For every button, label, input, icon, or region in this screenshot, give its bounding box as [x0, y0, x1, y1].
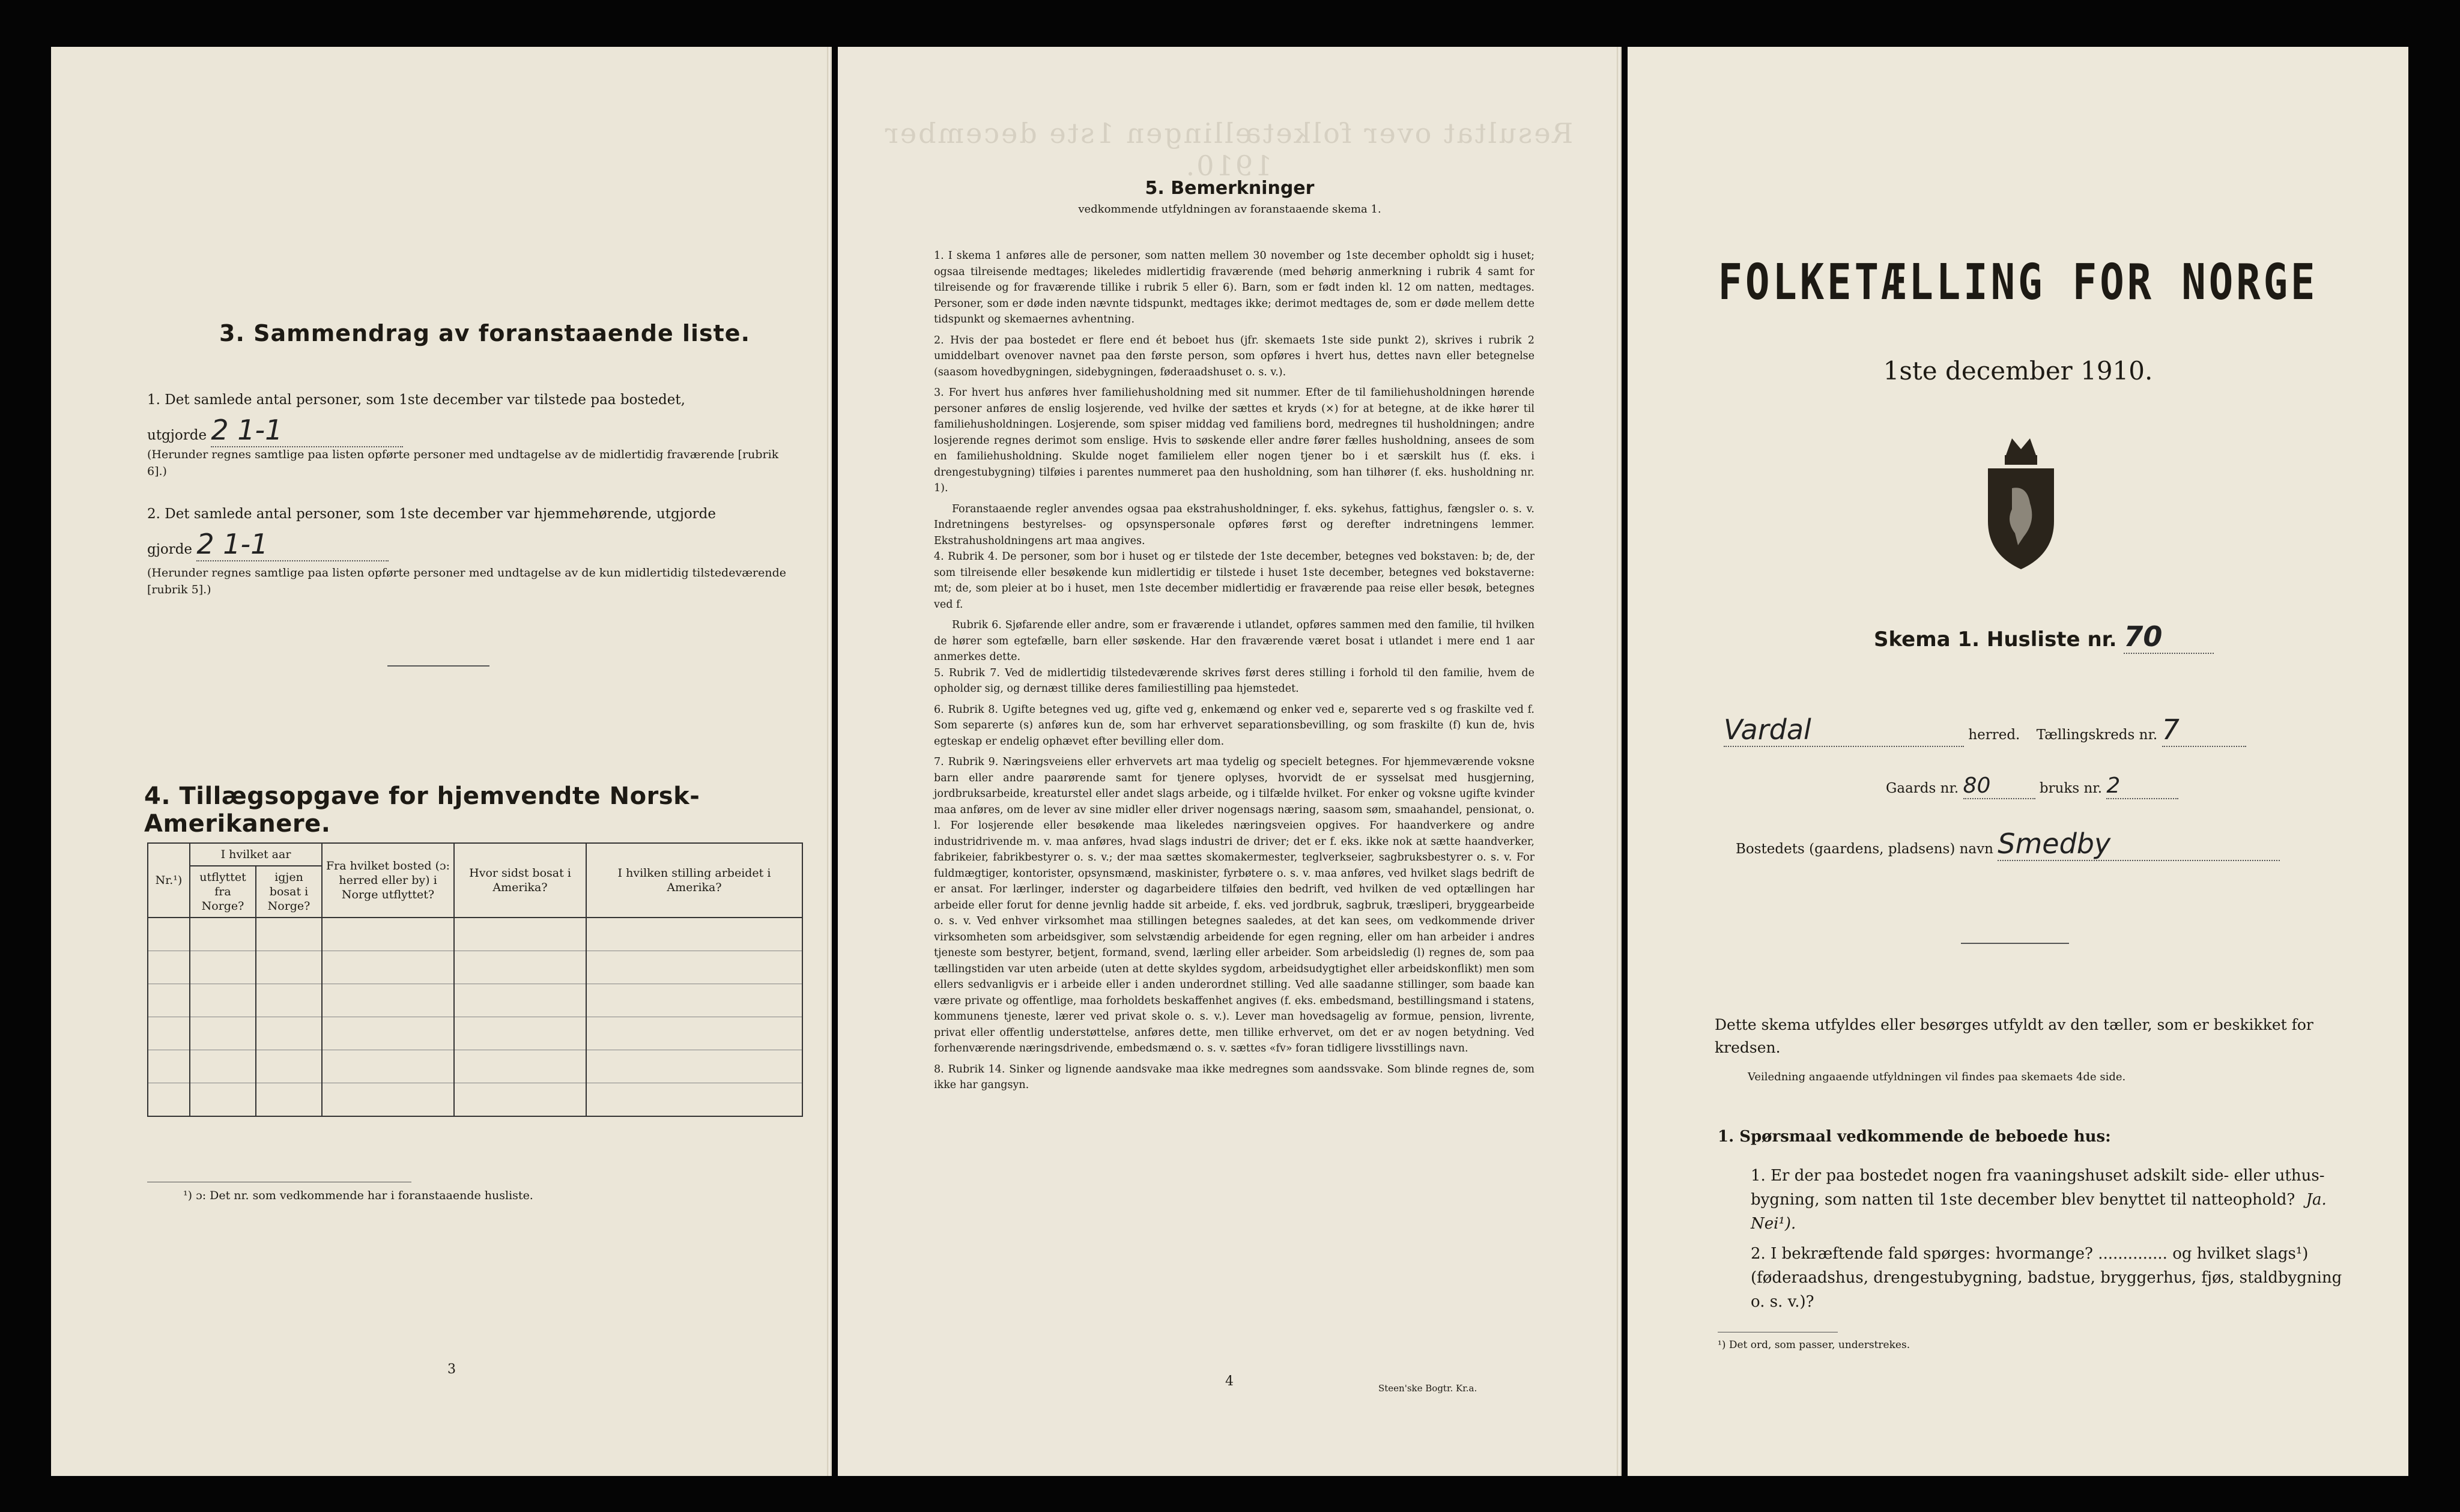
q2-field[interactable]: [196, 528, 389, 561]
kreds-label: Tællingskreds nr.: [2036, 727, 2158, 743]
norwegian-coat-of-arms-icon: [1970, 431, 2072, 575]
lead-note: Veiledning angaaende utfyldningen vil findes paa skemaets 4de side.: [1748, 1071, 2126, 1083]
skema-line: [1874, 620, 2214, 654]
rules-list: [934, 248, 1534, 1098]
bosted-label: Bostedets (gaardens, pladsens) navn: [1736, 841, 1993, 857]
section-3-title: 3. Sammendrag av foranstaaende liste.: [219, 320, 751, 346]
rule-item: 3. For hvert hus anføres hver familiehusholdning med sit nummer. Efter de til familiehusholdningen hørende personer anføres de enslig losjerende, ved hvilke der sættes et kryds (×) for at betegne, at de ikke hører til familiehusholdningen. Losjerende, som spiser middag ved familiens bord, medregnes til husholdningen; andre losjerende regnes derimot som enslige. Hvis to søskende eller andre fører fælles husholdning, ansees de som en familiehusholdning. Skulde noget familielem eller nogen tjener bo i et særskilt hus (f. eks. i drengestubygning) tilføies i parentes nummeret paa den husholdning, som han tilhører (f. eks. husholdning nr. 1).: [934, 387, 1534, 494]
table-row[interactable]: [148, 1017, 802, 1050]
census-title: FOLKETÆLLING FOR NORGE: [1718, 254, 2318, 311]
norsk-amerikanere-table: [147, 842, 803, 1117]
footnote-p3: ¹) Det ord, som passer, understrekes.: [1718, 1339, 1910, 1351]
table-row[interactable]: [148, 984, 802, 1017]
table-row[interactable]: [148, 1083, 802, 1117]
q2-text: 2. Det samlede antal personer, som 1ste december var hjemmehørende, utgjorde: [147, 506, 716, 522]
col-nr: Nr.¹): [148, 843, 190, 918]
q1-field[interactable]: [211, 414, 403, 447]
page-right: [1628, 47, 2408, 1476]
ornament-divider: [1961, 943, 2069, 944]
q2-note: (Herunder regnes samtlige paa listen opførte personer med undtagelse av de kun midlertidig tilstedeværende [rubrik 5].): [147, 566, 787, 596]
bosted-value: Smedby: [1998, 827, 2111, 860]
skema-label: Skema 1. Husliste nr.: [1874, 627, 2117, 652]
rule-item: Rubrik 6. Sjøfarende eller andre, som er fraværende i utlandet, opføres sammen med den familie, til hvilken de hører som egtefælle, barn eller søskende. Har den fraværende været bosat i utlandet i mere end 1 aar anmerkes dette.: [934, 619, 1534, 663]
rule-item: 6. Rubrik 8. Ugifte betegnes ved ug, gifte ved g, enkemænd og enker ved e, separerte ved s og fraskilte ved f. Som separerte (s) anføres kun de, som har erhvervet separationsbevilling, og som fraskilte (f) kun de, hvis egteskap er endelig ophævet efter bevilling eller dom.: [934, 703, 1534, 748]
gaards-line: [1886, 773, 2178, 799]
q1-text: 1. Det samlede antal personer, som 1ste december var tilstede paa bostedet,: [147, 392, 685, 408]
lead-text: Dette skema utfyldes eller besørges utfyldt av den tæller, som er beskikket for kredsen.: [1715, 1016, 2313, 1056]
bruks-value: 2: [2106, 773, 2121, 798]
kreds-value: 7: [2162, 713, 2180, 746]
table-row[interactable]: [148, 918, 802, 951]
question-1-answer[interactable]: Ja. Nei¹).: [1751, 1191, 2327, 1233]
census-date: 1ste december 1910.: [1883, 356, 2153, 386]
section-4-title: 4. Tillægsopgave for hjemvendte Norsk-Amerikanere.: [144, 782, 700, 838]
bosted-field[interactable]: [1998, 827, 2280, 861]
rule-item: Foranstaaende regler anvendes ogsaa paa ekstrahusholdninger, f. eks. sykehus, fattighus, fængsler o. s. v. Indretningens bestyrelses- og opsynspersonale opføres først og derefter indretningens lemmer. Ekstrahusholdningens art maa angives.: [934, 503, 1534, 547]
bruks-field[interactable]: [2106, 773, 2178, 799]
col-hvor: Hvor sidst bosat i Amerika?: [454, 843, 586, 918]
col-fra: Fra hvilket bosted (ɔ: herred eller by) i Norge utflyttet?: [322, 843, 454, 918]
page-left: [51, 47, 832, 1476]
rule-item: 5. Rubrik 7. Ved de midlertidig tilstedeværende skrives først deres stilling i forhold til den familie, hvem de opholder sig, og dernæst tillike deres familiestilling paa hjemstedet.: [934, 667, 1534, 695]
husliste-value: 70: [2124, 620, 2163, 653]
herred-value: Vardal: [1724, 713, 1811, 746]
q2-answer-line: [147, 528, 796, 561]
rule-item: 2. Hvis der paa bostedet er flere end ét beboet hus (jfr. skemaets 1ste side punkt 2), skrives i rubrik 2 umiddelbart ovenover navnet paa den første person, som opføres i hvert hus, dettes navn eller betegnelse (saasom hovedbygningen, sidebygningen, føderaadshuset o. s. v.).: [934, 334, 1534, 378]
table-row[interactable]: [148, 951, 802, 984]
question-2: 2. I bekræftende fald spørges: hvormange? .............. og hvilket slags¹) (føderaadshus, drengestubygning, badstue, bryggerhus, fjøs, staldbygning o. s. v.)?: [1751, 1245, 2342, 1311]
page-middle: [838, 47, 1622, 1476]
herred-field[interactable]: [1724, 713, 1964, 747]
table-row[interactable]: [148, 1050, 802, 1083]
rule-item: 7. Rubrik 9. Næringsveiens eller erhvervets art maa tydelig og specielt betegnes. For hjemmeværende voksne barn eller andre paarørende samt for tjenere oplyses, hvorvidt de er sysselsat med husgjerning, jordbruksarbeide, kreaturstel eller andet slags arbeide, og i tilfælde hvilket. For enker og voksne ugifte kvinder maa anføres, om de lever av sine midler eller driver nogensags næring, saasom søm, smaahandel, pensionat, o. l. For losjerende eller besøkende maa likeledes næringsveien opgives. For haandverkere og andre industridrivende m. v. maa anføres, hvad slags industri de driver; det er f. eks. ikke nok at sætte haandverker, fabrikeier, fabrikbestyrer o. s. v.; der maa sættes skomakermester, teglverkseier, sagbruksbestyrer o. s. v. For fuldmægtiger, kontorister, opsynsmænd, maskinister, fyrbøtere o. s. v. maa anføres, ved hvilket slags bedrift de er ansat. For lærlinger, inderster og dagarbeidere tilføies den bedrift, ved hvilken de ved optællingen har arbeide eller forut for denne jevnlig hadde sit arbeide, f. eks. ved jordbruk, sagbruk, træsliperi, bryggearbeide o. s. v. Ved enhver virksomhet maa stillingen betegnes saaledes, at det kan sees, om vedkommende driver virksomheten som arbeidsgiver, som selvstændig arbeidende for egen regning, eller om han arbeider i andres tjeneste som bestyrer, betjent, formand, svend, lærling eller arbeider. Som arbeidsledig (l) regnes de, som paa tællingstiden var uten arbeide (uten at dette skyldes sygdom, arbeidsudygtighet eller arbeidskonflikt) men som ellers sedvanligvis er i arbeide eller i anden underordnet stilling. Ved alle saadanne stillinger, som baade kan være private og offentlige, maa forholdets beskaffenhet angives (f. eks. embedsmand, bestillingsmand i statens, kommunens tjeneste, lærer ved privat skole o. s. v.). Lever man hovedsagelig av formue, pension, livrente, privat eller offentlig understøttelse, anføres dette, men tillike erhvervet, om det er av nogen betydning. Ved forhenværende næringsdrivende, embedsmænd o. s. v. sættes «fv» foran tidligere livsstillings navn.: [934, 756, 1534, 1054]
gaards-field[interactable]: [1963, 773, 2035, 799]
q1-note: (Herunder regnes samtlige paa listen opførte personer med undtagelse av de midlertidig fraværende [rubrik 6].): [147, 448, 779, 478]
divider: [387, 665, 489, 667]
bruks-label: bruks nr.: [2039, 781, 2103, 796]
q1-lead: utgjorde: [147, 428, 207, 443]
bleed-through-text: Resultat over folketællingen 1ste december 1910.: [883, 117, 1574, 182]
q1-answer-line: [147, 414, 796, 447]
col-stilling: I hvilken stilling arbeidet i Amerika?: [586, 843, 802, 918]
rule-item: 4. Rubrik 4. De personer, som bor i huset og er tilstede der 1ste december, betegnes ved bokstaven: b; de, der som tilreisende eller besøkende kun midlertidig er tilstede i huset 1ste december, betegnes ved bokstaverne: mt; de, som pleier at bo i huset, men 1ste december midlertidig er fraværende paa reise eller besøk, betegnes ved f.: [934, 551, 1534, 611]
q2-handwritten: 2 1-1: [196, 528, 268, 560]
husliste-field[interactable]: [2124, 620, 2214, 654]
q1-handwritten: 2 1-1: [211, 414, 283, 446]
section-5-subtitle: vedkommende utfyldningen av foranstaaende skema 1.: [1078, 203, 1381, 216]
kreds-field[interactable]: [2162, 713, 2246, 747]
col-utflyttet: utflyttet fra Norge?: [190, 866, 256, 918]
questions-heading: 1. Spørsmaal vedkommende de beboede hus:: [1718, 1128, 2111, 1146]
page-edge: [827, 47, 832, 1476]
section-5-title: 5. Bemerkninger: [1145, 178, 1315, 199]
herred-label: herred.: [1968, 727, 2020, 743]
col-igjen: igjen bosat i Norge?: [256, 866, 322, 918]
rule-item: 8. Rubrik 14. Sinker og lignende aandsvake maa ikke medregnes som aandssvake. Som blinde regnes de, som ikke har gangsyn.: [934, 1063, 1534, 1091]
question-1: [1751, 1164, 2351, 1236]
gaards-value: 80: [1963, 773, 1991, 798]
rule-item: 1. I skema 1 anføres alle de personer, som natten mellem 30 november og 1ste december opholdt sig i huset; ogsaa tilreisende medtages; likeledes midlertidig fraværende (med behørig anmerkning i rubrik 4 samt for tilreisende og for fraværende tillike i rubrik 5 eller 6). Barn, som er født inden kl. 12 om natten, medtages. Personer, som er døde inden nævnte tidspunkt, medtages ikke; derimot medtages de, som er døde mellem dette tidspunkt og skemaernes avhentning.: [934, 250, 1534, 325]
footnote-p1: ¹) ɔ: Det nr. som vedkommende har i foranstaaende husliste.: [183, 1189, 533, 1202]
gaards-label: Gaards nr.: [1886, 781, 1959, 796]
q2-lead: gjorde: [147, 542, 193, 557]
herred-line: [1724, 713, 2246, 747]
page-edge: [1617, 47, 1622, 1476]
question-1-text: 1. Er der paa bostedet nogen fra vaaningshuset adskilt side- eller uthus-bygning, som natten til 1ste december blev benyttet til natteophold?: [1751, 1167, 2325, 1209]
bosted-line: [1736, 827, 2280, 861]
page-number-4: 4: [1225, 1374, 1234, 1389]
page-number-3: 3: [447, 1362, 456, 1377]
printer-credit: Steen'ske Bogtr. Kr.a.: [1378, 1383, 1477, 1394]
col-group-aar: I hvilket aar: [190, 843, 322, 866]
